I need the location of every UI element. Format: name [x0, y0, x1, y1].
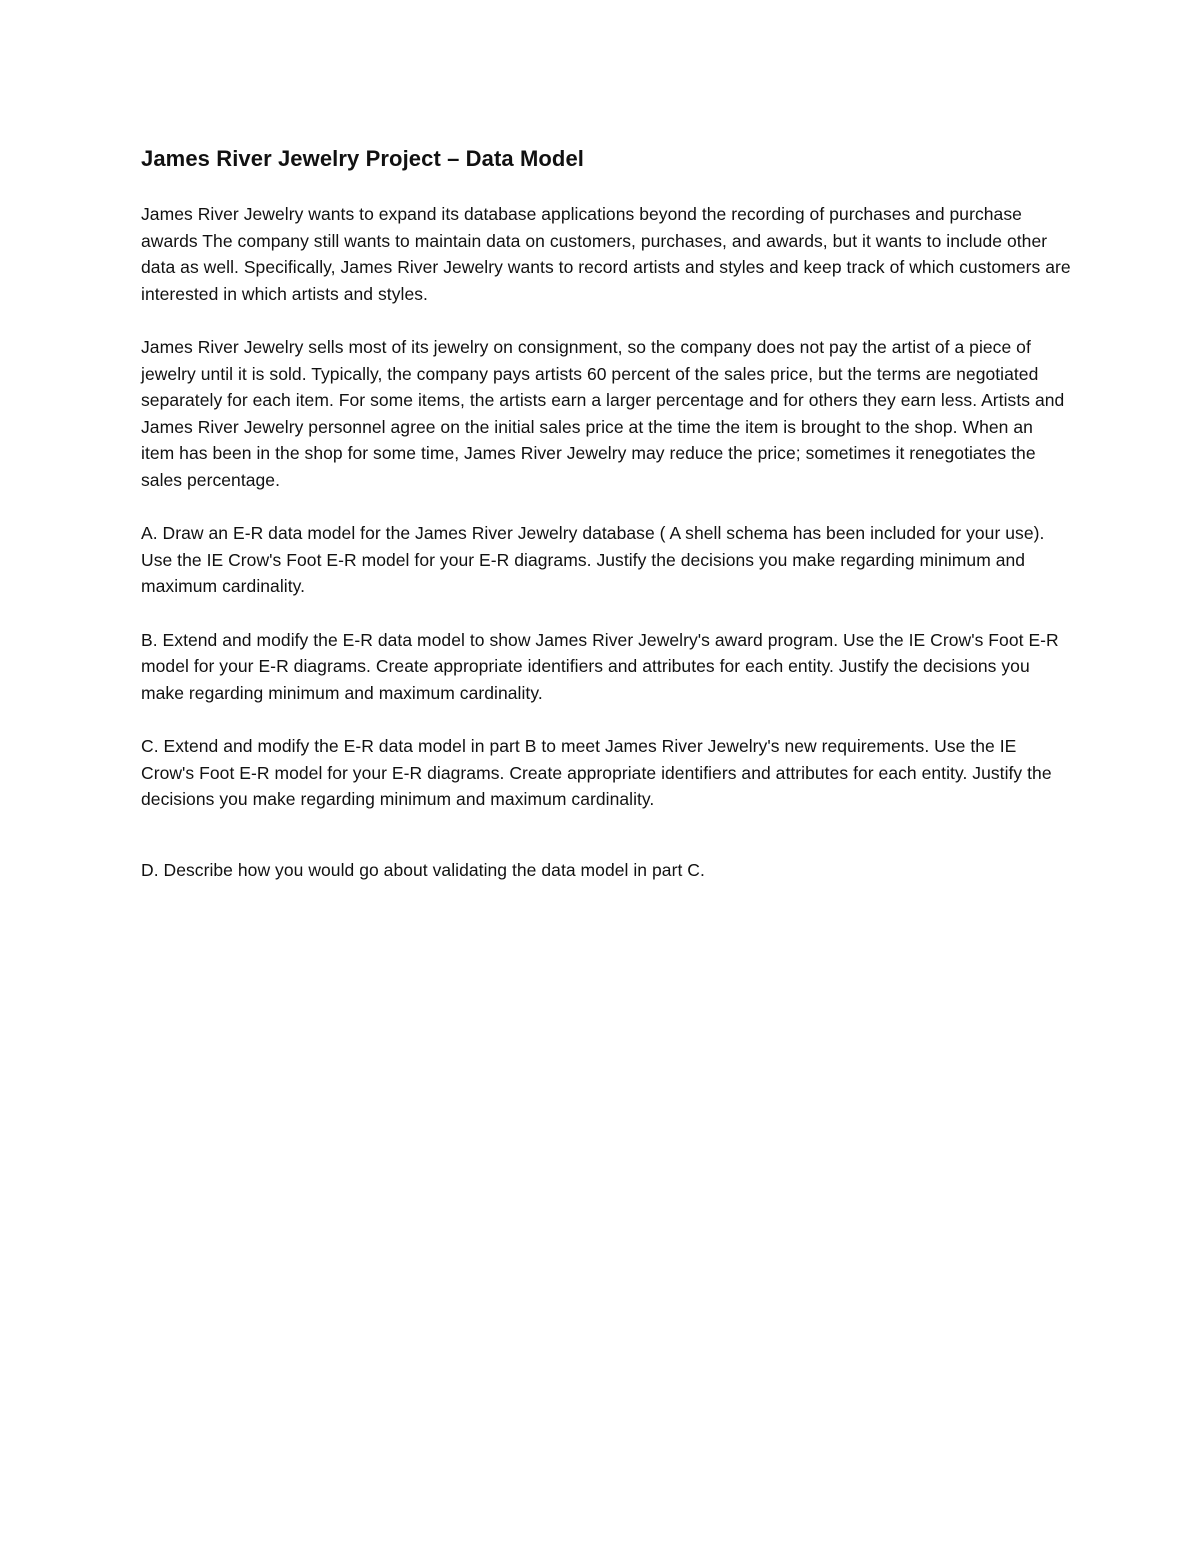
task-b-paragraph: B. Extend and modify the E-R data model to show James River Jewelry's award program. Use the IE Crow's Foot E-R model for your E-R diagrams. Create appropriate identifiers and attributes for each entity. Justify the decisions you make regarding minimum and maximum cardinality. [141, 629, 1059, 703]
document-body [141, 143, 1071, 910]
document-title: James River Jewelry Project – Data Model [141, 146, 584, 171]
consignment-paragraph: James River Jewelry sells most of its jewelry on consignment, so the company does not pay the artist of a piece of jewelry until it is sold. Typically, the company pays artists 60 percent of the sales price, but the terms are negotiated separately for each item. For some items, the artists earn a larger percentage and for others they earn less. Artists and James River Jewelry personnel agree on the initial sales price at the time the item is brought to the shop. When an item has been in the shop for some time, James River Jewelry may reduce the price; sometimes it renegotiates the sales percentage. [141, 337, 1065, 490]
task-c-paragraph: C. Extend and modify the E-R data model in part B to meet James River Jewelry's new requirements. Use the IE Crow's Foot E-R model for your E-R diagrams. Create appropriate identifiers and attributes for each entity. Justify the decisions you make regarding minimum and maximum cardinality. [141, 736, 1052, 809]
task-a-paragraph: A. Draw an E-R data model for the James River Jewelry database ( A shell schema has been included for your use). Use the IE Crow's Foot E-R model for your E-R diagrams. Justify the decisions you make regarding minimum and maximum cardinality. [141, 523, 1045, 596]
task-d-paragraph: D. Describe how you would go about validating the data model in part C. [141, 859, 705, 880]
intro-paragraph: James River Jewelry wants to expand its database applications beyond the recording of purchases and purchase awards The company still wants to maintain data on customers, purchases, and awards, but it wants to include other data as well. Specifically, James River Jewelry wants to record artists and styles and keep track of which customers are interested in which artists and styles. [141, 204, 1071, 304]
